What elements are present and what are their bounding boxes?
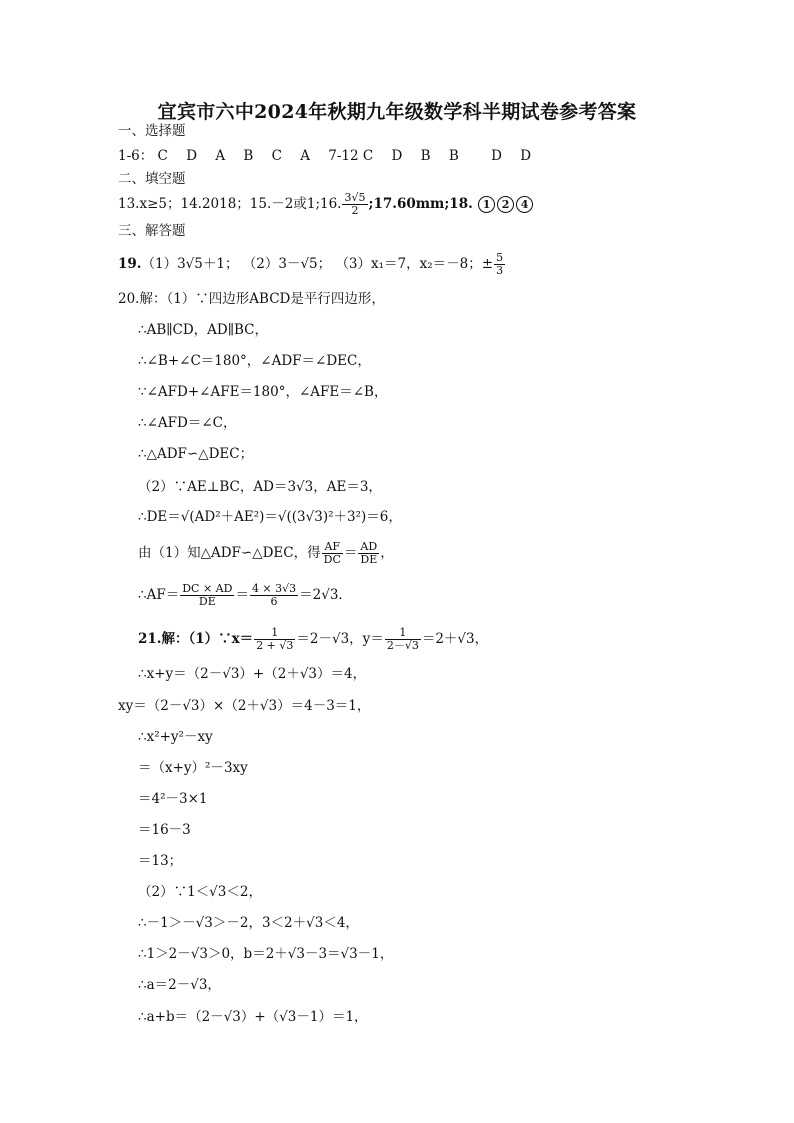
q19-label: 19. — [118, 256, 142, 272]
fraction-denominator: 2－√3 — [386, 639, 419, 652]
fraction-denominator: 2 + √3 — [256, 639, 294, 652]
q20-ratio-intro: 由（1）知△ADF∽△DEC，得 — [138, 545, 321, 561]
choice-answer: D — [520, 148, 532, 164]
fraction-numerator: AF — [324, 540, 341, 553]
choice-answer: B — [448, 148, 459, 164]
circled-number: 4 — [516, 196, 533, 213]
choice-heading: 一、选择题 — [118, 123, 186, 139]
fraction-numerator: 1 — [399, 626, 407, 639]
fraction-numerator: 4 × 3√3 — [251, 582, 297, 595]
fraction-numerator: AD — [360, 540, 378, 553]
choice-answer: D — [491, 148, 502, 164]
q21-y-result: ＝2＋√3， — [421, 631, 489, 647]
q21-line: ∴a+b＝（2－√3）+（√3－1）＝1， — [138, 1009, 368, 1025]
circled-number: 1 — [478, 196, 495, 213]
q21-x-result: ＝2－√3，y＝ — [296, 631, 384, 647]
q21-line: ∴x+y＝（2－√3）+（2＋√3）＝4， — [138, 666, 367, 682]
equals-sign: ＝ — [343, 545, 358, 561]
q20-line: ∴AB∥CD，AD∥BC， — [138, 322, 268, 338]
q21-line: ∴1＞2－√3＞0，b＝2＋√3－3＝√3－1， — [138, 946, 394, 962]
q21-intro: 21.解：（1）∵x＝ — [138, 631, 254, 647]
q19-part1: （1）3√5＋1； — [141, 256, 239, 272]
fraction-numerator: DC × AD — [182, 582, 233, 595]
q19-part2: （2）3－√5； — [242, 256, 332, 272]
fraction-denominator: 3 — [496, 264, 504, 277]
q19-part3: （3）x₁＝7，x₂＝－8；± — [335, 256, 494, 272]
q21-line: ∴－1＞－√3＞－2，3＜2＋√3＜4， — [138, 915, 359, 931]
choice-answer: B — [243, 148, 254, 164]
page-title: 宜宾市六中2024年秋期九年级数学科半期试卷参考答案 — [157, 101, 637, 123]
q20-intro: 20.解：（1）∵四边形ABCD是平行四边形， — [118, 291, 385, 307]
q21-line: ∴a＝2－√3， — [138, 977, 221, 993]
choice-answer: B — [420, 148, 431, 164]
q21-line: ＝16－3 — [138, 822, 191, 838]
q21-line: ＝13； — [138, 853, 183, 869]
q21-line: ∴x²+y²－xy — [138, 729, 213, 745]
choice-answer: D — [391, 148, 403, 164]
fraction-numerator: 1 — [271, 626, 279, 639]
fill-heading: 二、填空题 — [118, 171, 186, 187]
q19-answers — [118, 252, 506, 277]
fraction-denominator: 2 — [342, 204, 367, 217]
choice-answer: C — [157, 148, 168, 164]
q21-line: xy＝（2－√3）×（2＋√3）＝4－3＝1， — [118, 698, 371, 714]
q20-fraction — [322, 541, 343, 566]
fill-q17: ;17.60mm;18. — [368, 196, 473, 212]
q20-fraction — [358, 541, 379, 566]
fill-q13-q16: 13.x≥5；14.2018；15.－2或1;16. — [118, 196, 342, 212]
q21-fraction — [254, 627, 295, 652]
q20-line: ∵∠AFD+∠AFE＝180°，∠AFE＝∠B， — [138, 384, 388, 400]
q20-line: ∴∠AFD＝∠C， — [138, 415, 237, 431]
q20-af-result: ＝2√3． — [299, 587, 352, 603]
q20-ratio-line — [138, 541, 394, 566]
solve-heading: 三、解答题 — [118, 223, 186, 239]
q21-line: ＝4²－3×1 — [138, 791, 208, 807]
fill-answers — [118, 192, 534, 217]
choice-answers — [118, 147, 531, 165]
choice-range-1: 1-6： — [118, 148, 154, 164]
choice-answer: C — [271, 148, 282, 164]
choice-range-2: 7-12 — [328, 148, 359, 164]
fraction-denominator: DC — [323, 553, 341, 566]
choice-answer: A — [215, 148, 226, 164]
q20-line: （2）∵AE⊥BC，AD＝3√3，AE＝3， — [138, 479, 382, 495]
choice-answer: D — [186, 148, 198, 164]
circled-number: 2 — [497, 196, 514, 213]
q20-fraction — [180, 583, 234, 608]
punctuation: ， — [380, 545, 394, 561]
q20-af-intro: ∴AF＝ — [138, 587, 180, 603]
q20-line: ∴△ADF∽△DEC； — [138, 446, 254, 462]
q20-line: ∴DE＝√(AD²＋AE²)＝√((3√3)²＋3²)＝6， — [138, 509, 402, 525]
equals-sign: ＝ — [235, 587, 249, 603]
q21-intro-line — [138, 627, 488, 652]
choice-answer: C — [362, 148, 374, 164]
choice-answer: A — [300, 148, 310, 164]
q19-fraction — [494, 252, 505, 277]
fraction-denominator: DE — [180, 595, 234, 608]
q20-af-line — [138, 583, 352, 608]
q21-line: （2）∵1＜√3＜2， — [138, 884, 262, 900]
q20-fraction — [250, 583, 298, 608]
fraction-denominator: DE — [360, 553, 378, 566]
q20-line: ∴∠B+∠C＝180°，∠ADF＝∠DEC， — [138, 353, 371, 369]
fraction-numerator: 5 — [496, 251, 504, 264]
q21-fraction — [385, 627, 421, 652]
fraction-denominator: 6 — [250, 595, 298, 608]
q21-line: ＝（x+y）²－3xy — [138, 760, 248, 776]
fill-q16-fraction — [342, 192, 367, 217]
fraction-numerator: 3√5 — [344, 191, 366, 204]
